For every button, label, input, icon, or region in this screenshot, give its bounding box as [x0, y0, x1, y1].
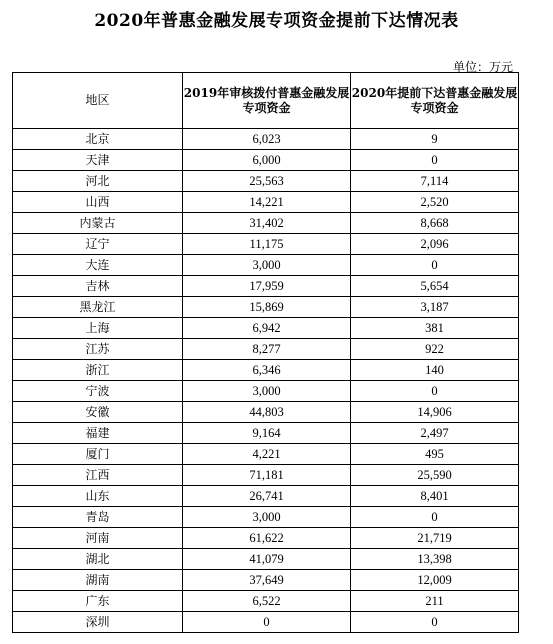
table-row	[13, 444, 519, 465]
table-row	[13, 339, 519, 360]
funds-2020-cell: 2,497	[351, 423, 519, 444]
funds-2020-cell: 5,654	[351, 276, 519, 297]
table-row	[13, 318, 519, 339]
table-row	[13, 612, 519, 633]
table-row	[13, 192, 519, 213]
funds-2019-cell: 8,277	[183, 339, 351, 360]
region-cell: 辽宁	[13, 234, 183, 255]
funds-2020-cell: 25,590	[351, 465, 519, 486]
funds-2019-cell: 37,649	[183, 570, 351, 591]
funds-2020-cell: 381	[351, 318, 519, 339]
funds-2020-cell: 0	[351, 255, 519, 276]
region-cell: 湖南	[13, 570, 183, 591]
table-row	[13, 570, 519, 591]
funds-2019-cell: 6,942	[183, 318, 351, 339]
funds-2019-cell: 3,000	[183, 381, 351, 402]
funds-2020-cell: 14,906	[351, 402, 519, 423]
funds-2019-cell: 44,803	[183, 402, 351, 423]
funds-2019-cell: 6,000	[183, 150, 351, 171]
table-body	[13, 129, 519, 633]
funds-2019-cell: 0	[183, 612, 351, 633]
region-cell: 福建	[13, 423, 183, 444]
funds-2020-cell: 140	[351, 360, 519, 381]
region-cell: 湖北	[13, 549, 183, 570]
region-cell: 河北	[13, 171, 183, 192]
region-cell: 内蒙古	[13, 213, 183, 234]
funds-2020-cell: 0	[351, 612, 519, 633]
table-row	[13, 213, 519, 234]
funds-2020-cell: 8,668	[351, 213, 519, 234]
table-row	[13, 402, 519, 423]
funds-2019-cell: 6,522	[183, 591, 351, 612]
funds-2019-cell: 4,221	[183, 444, 351, 465]
funds-2019-cell: 17,959	[183, 276, 351, 297]
region-cell: 山西	[13, 192, 183, 213]
funds-2020-cell: 9	[351, 129, 519, 150]
funds-2020-cell: 3,187	[351, 297, 519, 318]
funds-2020-cell: 0	[351, 381, 519, 402]
funds-2020-cell: 495	[351, 444, 519, 465]
funds-table	[12, 72, 519, 633]
region-cell: 广东	[13, 591, 183, 612]
table-row	[13, 381, 519, 402]
region-cell: 黑龙江	[13, 297, 183, 318]
region-cell: 深圳	[13, 612, 183, 633]
funds-2019-cell: 71,181	[183, 465, 351, 486]
funds-2020-cell: 21,719	[351, 528, 519, 549]
funds-2019-cell: 3,000	[183, 255, 351, 276]
funds-2019-cell: 61,622	[183, 528, 351, 549]
funds-2019-cell: 26,741	[183, 486, 351, 507]
funds-2019-cell: 25,563	[183, 171, 351, 192]
table-row	[13, 171, 519, 192]
table-row	[13, 297, 519, 318]
table-row	[13, 129, 519, 150]
funds-2020-cell: 13,398	[351, 549, 519, 570]
funds-2020-cell: 0	[351, 150, 519, 171]
funds-2020-cell: 2,096	[351, 234, 519, 255]
column-header-region: 地区	[13, 73, 183, 129]
table-row	[13, 234, 519, 255]
region-cell: 宁波	[13, 381, 183, 402]
funds-2019-cell: 3,000	[183, 507, 351, 528]
region-cell: 大连	[13, 255, 183, 276]
region-cell: 上海	[13, 318, 183, 339]
table-row	[13, 255, 519, 276]
funds-2020-cell: 211	[351, 591, 519, 612]
region-cell: 天津	[13, 150, 183, 171]
region-cell: 江苏	[13, 339, 183, 360]
table-row	[13, 465, 519, 486]
funds-2020-cell: 12,009	[351, 570, 519, 591]
funds-2020-cell: 8,401	[351, 486, 519, 507]
funds-2019-cell: 41,079	[183, 549, 351, 570]
funds-2019-cell: 6,346	[183, 360, 351, 381]
funds-2019-cell: 9,164	[183, 423, 351, 444]
funds-2019-cell: 14,221	[183, 192, 351, 213]
table-row	[13, 507, 519, 528]
table-row	[13, 150, 519, 171]
table-row	[13, 276, 519, 297]
region-cell: 山东	[13, 486, 183, 507]
funds-2020-cell: 2,520	[351, 192, 519, 213]
funds-2019-cell: 6,023	[183, 129, 351, 150]
funds-2019-cell: 15,869	[183, 297, 351, 318]
table-row	[13, 360, 519, 381]
page-title: 2020年普惠金融发展专项资金提前下达情况表	[94, 11, 459, 31]
column-header-2019-funds: 2019年审核拨付普惠金融发展专项资金	[183, 73, 351, 129]
region-cell: 吉林	[13, 276, 183, 297]
unit-label: 单位：万元	[452, 60, 513, 74]
funds-2019-cell: 11,175	[183, 234, 351, 255]
funds-2020-cell: 922	[351, 339, 519, 360]
region-cell: 河南	[13, 528, 183, 549]
funds-2020-cell: 0	[351, 507, 519, 528]
table-row	[13, 591, 519, 612]
table-row	[13, 549, 519, 570]
table-row	[13, 528, 519, 549]
table-row	[13, 486, 519, 507]
region-cell: 浙江	[13, 360, 183, 381]
funds-2019-cell: 31,402	[183, 213, 351, 234]
column-header-2020-funds: 2020年提前下达普惠金融发展专项资金	[351, 73, 519, 129]
table-header-row	[13, 73, 519, 129]
funds-2020-cell: 7,114	[351, 171, 519, 192]
region-cell: 安徽	[13, 402, 183, 423]
region-cell: 厦门	[13, 444, 183, 465]
region-cell: 青岛	[13, 507, 183, 528]
table-row	[13, 423, 519, 444]
region-cell: 江西	[13, 465, 183, 486]
region-cell: 北京	[13, 129, 183, 150]
